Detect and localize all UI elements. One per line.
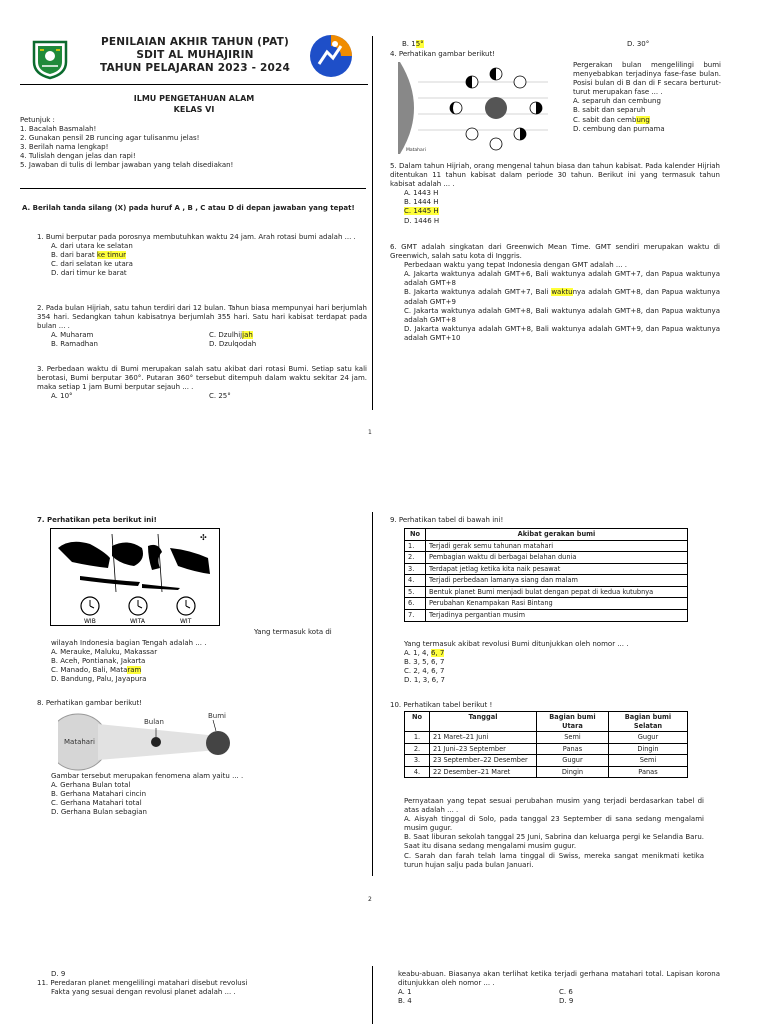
page-number: 1 xyxy=(368,429,372,436)
table-cell: 6. xyxy=(405,598,426,610)
table-cell: 3. xyxy=(405,563,426,575)
question-1 xyxy=(37,233,367,278)
table-cell: 7. xyxy=(405,609,426,621)
question-10-intro: 10. Perhatikan tabel berikut ! xyxy=(390,701,493,709)
option-b[interactable]: B. 4 xyxy=(398,997,412,1006)
subject-title: ILMU PENGETAHUAN ALAM xyxy=(133,94,255,103)
table-header-row xyxy=(405,529,688,541)
table-row xyxy=(405,575,688,587)
question-text: 2. Pada bulan Hijriah, satu tahun terdiri dari 12 bulan. Tahun biasa mempunyai hari berjumlah 354 hari. Sedangkan tahun kabisatnya berjumlah 355 hari. Satu hari kabisat terdapat pada bulan ... . xyxy=(37,304,367,331)
instructions-title: Petunjuk : xyxy=(20,116,55,124)
option-c[interactable]: C. 6 xyxy=(559,988,573,997)
table-row xyxy=(405,586,688,598)
header-year: TAHUN PELAJARAN 2023 - 2024 xyxy=(99,62,291,75)
option-b[interactable] xyxy=(37,251,367,260)
option-c[interactable]: C. Gerhana Matahari total xyxy=(51,799,142,808)
table-cell: Terjadinya pergantian musim xyxy=(426,609,688,621)
table-cell: 3. xyxy=(405,755,430,767)
table-cell: Dingin xyxy=(537,766,609,778)
column-header: No xyxy=(405,712,430,732)
instruction-item: 5. Jawaban di tulis di lembar jawaban yang telah disediakan! xyxy=(20,161,234,170)
moon-label: Bulan xyxy=(144,718,164,726)
question-corona xyxy=(398,970,720,1006)
option-c[interactable] xyxy=(573,116,721,125)
question-10-option-d xyxy=(37,970,351,997)
option-b[interactable]: B. sabit dan separuh xyxy=(573,106,646,115)
revolution-effects-table xyxy=(404,528,688,622)
option-d[interactable]: D. Bandung, Palu, Jayapura xyxy=(51,675,147,684)
sun-label: Matahari xyxy=(406,148,426,153)
indonesia-time-zone-map xyxy=(50,528,220,626)
option-a[interactable] xyxy=(404,649,724,658)
option-b[interactable]: B. 3, 5, 6, 7 xyxy=(404,658,445,667)
highlighted-answer: 5° xyxy=(415,40,424,48)
option-b[interactable]: B. 1444 H xyxy=(404,198,439,207)
option-text: B. Jakarta waktunya adalah GMT+7, Bali xyxy=(404,288,552,297)
option-text: C. Manado, Bali, Mata xyxy=(51,666,128,675)
instruction-item: 3. Berilah nama lengkap! xyxy=(20,143,109,152)
column-divider xyxy=(372,36,373,410)
question-prompt: Perbedaan waktu yang tepat Indonesia dengan GMT adalah ... . xyxy=(404,261,628,270)
highlighted-answer: waktu xyxy=(551,288,573,297)
option-b[interactable] xyxy=(402,40,517,49)
option-d[interactable]: D. Dzulqodah xyxy=(209,340,257,349)
question-text: keabu-abuan. Biasanya akan terlihat ketika terjadi gerhana matahari total. Lapisan korona ditunjukkan oleh nomor ... . xyxy=(398,970,720,988)
column-divider xyxy=(372,966,373,1024)
question-text: 1. Bumi berputar pada porosnya membutuhkan waktu 24 jam. Arah rotasi bumi adalah ... . xyxy=(37,233,356,241)
option-c[interactable]: C. Jakarta waktunya adalah GMT+8, Bali waktunya adalah GMT+8, dan Papua waktunya adalah GMT+8 xyxy=(404,306,720,324)
header-school: SDIT AL MUHAJIRIN xyxy=(136,49,254,62)
option-a[interactable]: A. separuh dan cembung xyxy=(573,97,661,106)
header-title: PENILAIAN AKHIR TAHUN (PAT) xyxy=(101,36,289,48)
table-cell: 22 Desember–21 Maret xyxy=(430,766,537,778)
question-text: 5. Dalam tahun Hijriah, orang mengenal tahun biasa dan tahun kabisat. Pada kalender Hijriah ditentukan 11 tahun kabisat dalam periode 30 tahun. Berikut ini yang termasuk tahun kabisat adalah ... . xyxy=(390,162,720,189)
table-cell: 21 Maret–21 Juni xyxy=(430,732,537,744)
question-text: Pernyataan yang tepat sesuai perubahan musim yang terjadi berdasarkan tabel di atas adalah ... . xyxy=(404,797,704,815)
question-11-text: 11. Peredaran planet mengelilingi matahari disebut revolusi xyxy=(37,979,248,988)
option-a[interactable]: A. Muharam xyxy=(51,331,94,340)
header-rule xyxy=(20,84,368,85)
table-cell: Dingin xyxy=(608,743,687,755)
section-a-heading: A. Berilah tanda silang (X) pada huruf A , B , C atau D di depan jawaban yang tepat! xyxy=(22,204,355,212)
exam-header xyxy=(90,36,300,75)
option-d[interactable]: D. Jakarta waktunya adalah GMT+8, Bali waktunya adalah GMT+9, dan Papua waktunya adalah GMT+10 xyxy=(404,324,720,342)
table-cell: Bentuk planet Bumi menjadi bulat dengan pepat di kedua kutubnya xyxy=(426,586,688,598)
instruction-item: 1. Bacalah Basmalah! xyxy=(20,125,97,134)
moon-phases-diagram xyxy=(398,62,556,154)
option-c[interactable]: C. 25° xyxy=(209,392,231,401)
option-d[interactable]: D. 1, 3, 6, 7 xyxy=(404,676,446,685)
table-cell: Terjadi perbedaan lamanya siang dan malam xyxy=(426,575,688,587)
table-cell: 21 Juni–23 September xyxy=(430,743,537,755)
option-a[interactable]: A. Merauke, Maluku, Makassar xyxy=(51,648,158,657)
table-cell: Panas xyxy=(608,766,687,778)
table-cell: 2. xyxy=(405,552,426,564)
question-7 xyxy=(51,639,371,684)
svg-text:✣: ✣ xyxy=(200,533,207,542)
instruction-item: 4. Tulislah dengan jelas dan rapi! xyxy=(20,152,136,161)
table-cell: Panas xyxy=(537,743,609,755)
table-cell: Terdapat jetlag ketika kita naik pesawat xyxy=(426,563,688,575)
question-9 xyxy=(404,640,724,685)
option-text: C. Dzulhij xyxy=(209,331,243,340)
table-cell: 4. xyxy=(405,575,426,587)
option-a[interactable]: A. dari utara ke selatan xyxy=(51,242,133,251)
table-cell: Gugur xyxy=(608,732,687,744)
option-text: B. 1 xyxy=(402,40,416,48)
school-logo-icon xyxy=(30,38,70,80)
option-c[interactable]: C. 2, 4, 6, 7 xyxy=(404,667,445,676)
option-b[interactable]: B. Aceh, Pontianak, Jakarta xyxy=(51,657,146,666)
question-6 xyxy=(390,243,720,343)
subject-block xyxy=(20,94,368,116)
option-b[interactable]: B. Gerhana Matahari cincin xyxy=(51,790,147,799)
question-text: 6. GMT adalah singkatan dari Greenwich Mean Time. GMT sendiri merupakan waktu di Greenwich, salah satu kota di Inggris. xyxy=(390,243,720,261)
question-3 xyxy=(37,365,367,401)
question-2 xyxy=(37,304,367,349)
highlighted-answer: ke timur xyxy=(96,251,127,260)
sun-label: Matahari xyxy=(64,738,95,746)
table-row xyxy=(405,552,688,564)
question-11-prompt: Fakta yang sesuai dengan revolusi planet adalah ... . xyxy=(51,988,236,997)
option-d[interactable]: D. 9 xyxy=(559,997,574,1006)
column-header: Akibat gerakan bumi xyxy=(426,529,688,541)
question-10 xyxy=(404,797,704,870)
option-b[interactable] xyxy=(390,288,720,306)
column-header: Bagian bumi Utara xyxy=(537,712,609,732)
table-row xyxy=(405,540,688,552)
question-text: Pergerakan bulan mengelilingi bumi menyebabkan terjadinya fase-fase bulan. Posisi bulan di B dan di F secara berturut-turut merupakan fase ... . xyxy=(573,61,721,97)
table-cell: Gugur xyxy=(537,755,609,767)
option-a[interactable]: A. Gerhana Bulan total xyxy=(51,781,131,790)
highlighted-answer: 6, 7 xyxy=(430,649,445,658)
question-text: 3. Perbedaan waktu di Bumi merupakan salah satu akibat dari rotasi Bumi. Setiap satu kali berotasi, Bumi berputar 360°. Putaran 360° tersebut ditempuh dalam waktu sekitar 24 jam. maka setiap 1 jam Bumi berputar sejauh ... . xyxy=(37,365,367,392)
option-c[interactable]: C. dari selatan ke utara xyxy=(51,260,133,269)
option-a[interactable]: A. Jakarta waktunya adalah GMT+6, Bali waktunya adalah GMT+7, dan Papua waktunya adalah GMT+8 xyxy=(404,270,720,288)
option-a[interactable]: A. 1 xyxy=(398,988,412,997)
table-row xyxy=(405,598,688,610)
question-7-side-text: Yang termasuk kota di xyxy=(254,628,332,636)
column-header: Tanggal xyxy=(430,712,537,732)
eclipse-diagram xyxy=(58,710,238,772)
table-row xyxy=(405,743,688,755)
column-header: No xyxy=(405,529,426,541)
option-text: A. 1, 4, xyxy=(404,649,431,658)
table-cell: Semi xyxy=(537,732,609,744)
clock-label-wit: WIT xyxy=(180,618,192,625)
option-a[interactable]: A. Aisyah tinggal di Solo, pada tanggal 23 September di sana sedang mengalami musim gugur. xyxy=(404,815,704,833)
highlighted-answer: ung xyxy=(636,115,650,124)
table-row xyxy=(405,609,688,621)
instruction-item: 2. Gunakan pensil 2B runcing agar tulisanmu jelas! xyxy=(20,134,200,143)
option-text: C. sabit dan cemb xyxy=(573,115,637,124)
question-9-intro: 9. Perhatikan tabel di bawah ini! xyxy=(390,516,504,524)
question-8 xyxy=(51,772,371,817)
option-b[interactable]: B. Saat liburan sekolah tanggal 25 Juni, Sabrina dan keluarga pergi ke Selandia Baru. Saat itu disana sedang mengalami musim gugur. xyxy=(404,833,704,851)
table-header-row xyxy=(405,712,688,732)
table-cell: Perubahan Kenampakan Rasi Bintang xyxy=(426,598,688,610)
option-c[interactable] xyxy=(51,666,371,675)
question-7-intro: 7. Perhatikan peta berikut ini! xyxy=(37,516,157,524)
instructions xyxy=(20,116,368,171)
column-divider xyxy=(372,512,373,876)
option-text: nya adalah GMT+8, dan Papua waktunya adalah GMT+9 xyxy=(404,288,720,306)
option-c[interactable]: C. 1445 H xyxy=(404,207,439,216)
table-row xyxy=(405,755,688,767)
question-3-continued xyxy=(402,40,742,49)
clock-label-wib: WIB xyxy=(84,618,96,625)
option-d[interactable]: D. 30° xyxy=(627,40,650,48)
question-4 xyxy=(573,61,721,134)
table-cell: 1. xyxy=(405,540,426,552)
option-c[interactable]: C. Sarah dan farah telah lama tinggal di Swiss, mereka sangat menikmati ketika turun hujan salju pada bulan Januari. xyxy=(404,851,704,869)
option-d[interactable]: D. dari timur ke barat xyxy=(51,269,127,278)
table-row xyxy=(405,766,688,778)
question-text: wilayah Indonesia bagian Tengah adalah ... . xyxy=(51,639,207,647)
page-number: 2 xyxy=(368,896,372,903)
table-cell: 1. xyxy=(405,732,430,744)
table-cell: 5. xyxy=(405,586,426,598)
question-8-intro: 8. Perhatikan gambar berikut! xyxy=(37,699,143,707)
table-row xyxy=(405,732,688,744)
highlighted-answer: ram xyxy=(127,666,142,675)
clock-label-wita: WITA xyxy=(130,618,146,625)
table-cell: Semi xyxy=(608,755,687,767)
earth-label: Bumi xyxy=(208,712,227,720)
question-5 xyxy=(390,162,720,226)
table-cell: Pembagian waktu di berbagai belahan dunia xyxy=(426,552,688,564)
table-cell: 2. xyxy=(405,743,430,755)
option-d[interactable]: D. Gerhana Bulan sebagian xyxy=(51,808,147,817)
seasons-table xyxy=(404,711,688,778)
table-cell: 4. xyxy=(405,766,430,778)
class-label: KELAS VI xyxy=(173,104,215,114)
instructions-rule xyxy=(20,188,366,189)
option-a[interactable]: A. 10° xyxy=(51,392,73,401)
option-b[interactable]: B. Ramadhan xyxy=(51,340,98,349)
table-cell: Terjadi gerak semu tahunan matahari xyxy=(426,540,688,552)
table-cell: 23 September–22 Desember xyxy=(430,755,537,767)
table-row xyxy=(405,563,688,575)
question-4-intro: 4. Perhatikan gambar berikut! xyxy=(390,50,496,58)
question-text: Gambar tersebut merupakan fenomena alam yaitu ... . xyxy=(51,772,244,780)
education-logo-icon xyxy=(305,32,357,80)
option-text: B. dari barat xyxy=(51,251,97,260)
option-d[interactable]: D. cembung dan purnama xyxy=(573,124,665,133)
option-a[interactable]: A. 1443 H xyxy=(404,189,439,198)
option-c[interactable] xyxy=(209,331,367,340)
question-text: Yang termasuk akibat revolusi Bumi ditunjukkan oleh nomor ... . xyxy=(404,640,629,648)
option-d[interactable]: D. 1446 H xyxy=(404,216,440,225)
column-header: Bagian bumi Selatan xyxy=(608,712,687,732)
option-d[interactable]: D. 9 xyxy=(51,970,66,978)
highlighted-answer: jah xyxy=(242,331,253,340)
